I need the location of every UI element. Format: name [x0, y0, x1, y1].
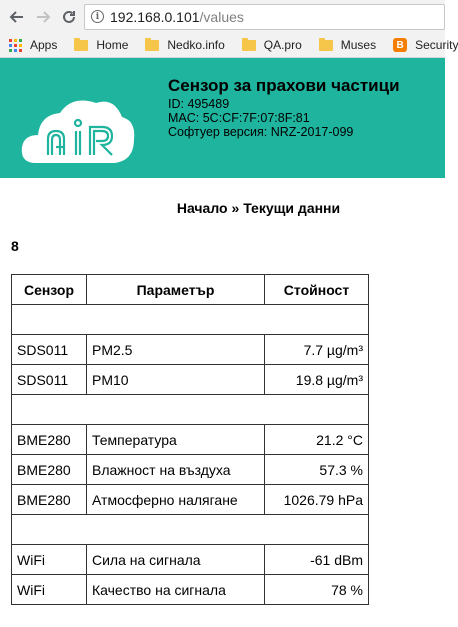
firmware-version: Софтуер версия: NRZ-2017-099	[168, 125, 354, 139]
value-cell: 7.7 µg/m³	[265, 335, 369, 365]
reload-icon	[61, 9, 77, 25]
breadcrumb-current: Текущи данни	[243, 200, 341, 216]
page-header	[0, 58, 445, 178]
bookmark-label: Home	[96, 38, 129, 52]
back-button[interactable]	[6, 6, 28, 28]
table-spacer-row	[12, 305, 369, 335]
table-row	[12, 365, 369, 395]
sensor-cell: WiFi	[12, 575, 87, 605]
values-table	[11, 274, 369, 605]
bookmark-security[interactable]	[393, 38, 458, 52]
air-cloud-logo	[18, 91, 138, 171]
value-cell: 19.8 µg/m³	[265, 365, 369, 395]
bookmarks-bar	[0, 33, 458, 58]
bookmark-label: Nedko.info	[167, 38, 225, 52]
bookmark-label: Apps	[30, 38, 58, 52]
bookmark-apps[interactable]	[9, 38, 57, 52]
info-icon[interactable]: i	[91, 10, 104, 23]
bookmark-label: QA.pro	[263, 38, 302, 52]
folder-icon	[319, 40, 333, 51]
bookmark-muses[interactable]	[319, 38, 376, 52]
back-arrow-icon	[9, 9, 25, 25]
sensor-cell: BME280	[12, 485, 87, 515]
folder-icon	[242, 40, 256, 51]
parameter-cell: PM10	[87, 365, 265, 395]
column-header-value: Стойност	[265, 275, 369, 305]
sensor-title: Сензор за прахови частици	[168, 76, 400, 95]
value-cell: -61 dBm	[265, 545, 369, 575]
table-row	[12, 455, 369, 485]
column-header-sensor: Сензор	[12, 275, 87, 305]
bookmark-label: Security	[415, 38, 458, 52]
folder-icon	[74, 40, 88, 51]
parameter-cell: Температура	[87, 425, 265, 455]
sensor-mac: MAC: 5C:CF:7F:07:8F:81	[168, 111, 310, 125]
table-row	[12, 485, 369, 515]
table-header-row	[12, 275, 369, 305]
value-cell: 78 %	[265, 575, 369, 605]
parameter-cell: Атмосферно налягане	[87, 485, 265, 515]
forward-button[interactable]	[32, 6, 54, 28]
parameter-cell: PM2.5	[87, 335, 265, 365]
browser-toolbar	[0, 0, 445, 33]
sensor-cell: BME280	[12, 425, 87, 455]
bookmark-nedko[interactable]	[145, 38, 224, 52]
sensor-cell: BME280	[12, 455, 87, 485]
blogger-icon: B	[393, 38, 407, 52]
url-host: 192.168.0.101	[110, 8, 200, 25]
bookmark-qapro[interactable]	[242, 38, 302, 52]
breadcrumb-home-link[interactable]: Начало	[176, 200, 228, 216]
reload-button[interactable]	[58, 6, 80, 28]
value-cell: 57.3 %	[265, 455, 369, 485]
bookmark-home[interactable]	[74, 38, 128, 52]
parameter-cell: Сила на сигнала	[87, 545, 265, 575]
table-spacer-row	[12, 395, 369, 425]
bookmark-label: Muses	[340, 38, 377, 52]
reading-count: 8	[11, 238, 19, 254]
apps-grid-icon	[9, 39, 22, 52]
breadcrumb-separator: »	[231, 200, 240, 216]
url-bar[interactable]	[84, 4, 445, 30]
table-row	[12, 545, 369, 575]
parameter-cell: Влажност на въздуха	[87, 455, 265, 485]
breadcrumb	[0, 200, 445, 216]
forward-arrow-icon	[35, 9, 51, 25]
parameter-cell: Качество на сигнала	[87, 575, 265, 605]
value-cell: 21.2 °C	[265, 425, 369, 455]
folder-icon	[145, 40, 159, 51]
table-row	[12, 575, 369, 605]
column-header-parameter: Параметър	[87, 275, 265, 305]
table-row	[12, 335, 369, 365]
sensor-cell: SDS011	[12, 365, 87, 395]
url-path: /values	[199, 8, 244, 25]
sensor-cell: WiFi	[12, 545, 87, 575]
table-row	[12, 425, 369, 455]
value-cell: 1026.79 hPa	[265, 485, 369, 515]
sensor-cell: SDS011	[12, 335, 87, 365]
table-spacer-row	[12, 515, 369, 545]
sensor-id: ID: 495489	[168, 97, 230, 111]
